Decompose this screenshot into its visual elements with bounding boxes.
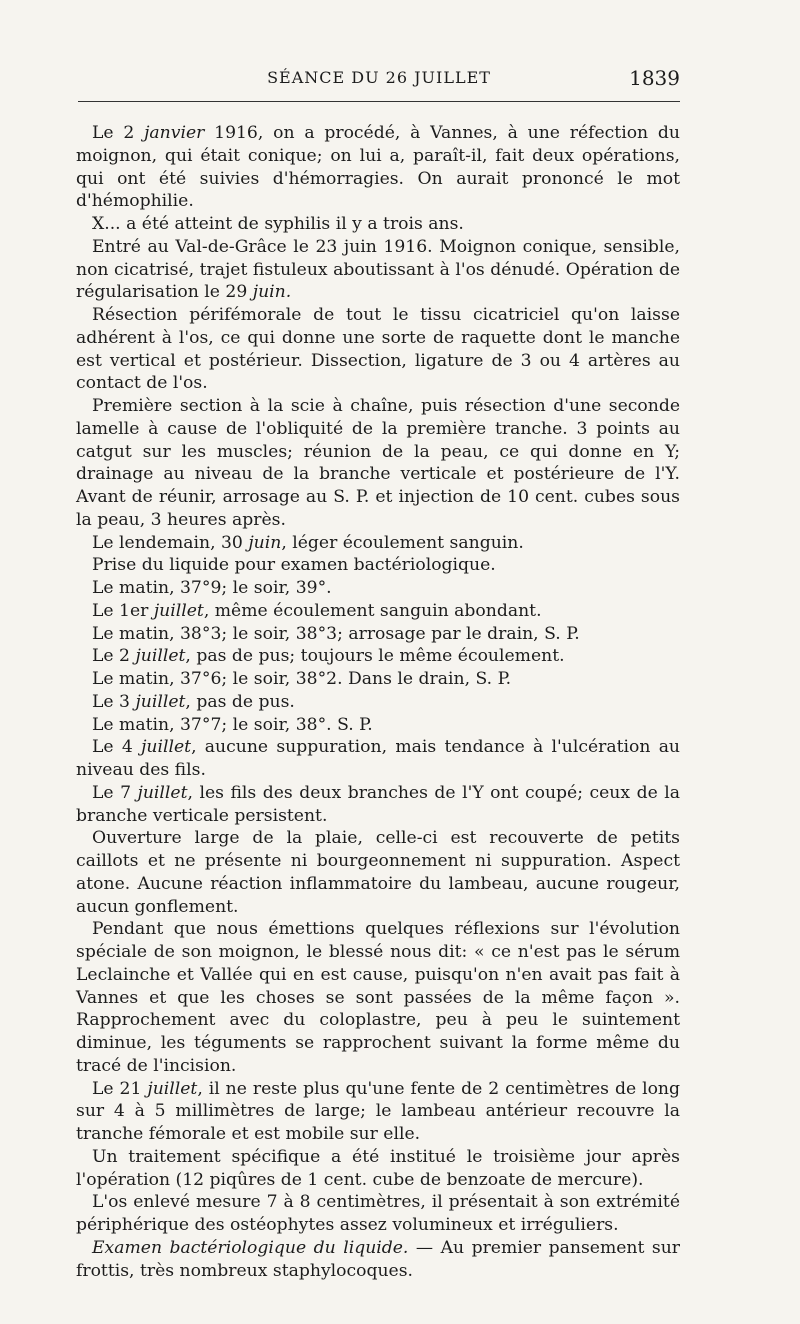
paragraph: Pendant que nous émettions quelques réflexions sur l'évolution spéciale de son moignon, le blessé nous dit: « ce n'est pas le sérum Leclainche et Vallée qui en est cause, puisqu'on n'en avait pas fait à Vannes et que les choses se sont passées de la même façon ». Rapprochement avec du coloplastre, peu à peu le suintement diminue, les téguments se rapprochent suivant la forme même du tracé de l'incision. [76, 919, 680, 1076]
running-title: SÉANCE DU 26 JUILLET [267, 68, 491, 87]
page-header [78, 58, 680, 98]
paragraph: Le 3 juillet, pas de pus. [92, 691, 295, 712]
header-rule [78, 101, 680, 102]
paragraph: Le lendemain, 30 juin, léger écoulement sanguin. [92, 532, 524, 553]
paragraph: Prise du liquide pour examen bactériologique. [92, 555, 496, 576]
paragraph: Résection périfémorale de tout le tissu cicatriciel qu'on laisse adhérent à l'os, ce qui donne une sorte de raquette dont le manche est vertical et postérieur. Dissection, ligature de 3 ou 4 artères au contact de l'os. [76, 305, 680, 394]
paragraph: Le 4 juillet, aucune suppuration, mais tendance à l'ulcération au niveau des fils. [76, 737, 681, 780]
paragraph: Ouverture large de la plaie, celle-ci est recouverte de petits caillots et ne présente ni bourgeonnement ni suppuration. Aspect atone. Aucune réaction inflammatoire du lambeau, aucune rougeur, aucun gonflement. [76, 828, 680, 917]
paragraph: Un traitement spécifique a été institué le troisième jour après l'opération (12 piqûres de 1 cent. cube de benzoate de mercure). [76, 1146, 680, 1190]
paragraph: Le 21 juillet, il ne reste plus qu'une fente de 2 centimètres de long sur 4 à 5 millimètres de large; le lambeau antérieur recouvre la tranche fémorale et est mobile sur elle. [76, 1078, 680, 1144]
page-number: 1839 [629, 66, 680, 90]
paragraph: Le matin, 37°6; le soir, 38°2. Dans le drain, S. P. [92, 669, 512, 689]
paragraph: Entré au Val-de-Grâce le 23 juin 1916. Moignon conique, sensible, non cicatrisé, trajet fistuleux aboutissant à l'os dénudé. Opération de régularisation le 29 juin. [76, 236, 680, 303]
paragraph: Le 2 janvier 1916, on a procédé, à Vannes, à une réfection du moignon, qui était conique; on lui a, paraît-il, fait deux opérations, qui ont été suivies d'hémorragies. On aurait prononcé le mot d'hémophilie. [76, 123, 680, 212]
paragraph: Le matin, 37°7; le soir, 38°. S. P. [92, 714, 373, 735]
paragraph: Le matin, 37°9; le soir, 39°. [92, 578, 332, 598]
paragraph: L'os enlevé mesure 7 à 8 centimètres, il présentait à son extrémité périphérique des ostéophytes assez volumineux et irréguliers. [76, 1192, 680, 1235]
paragraph: Le 7 juillet, les fils des deux branches de l'Y ont coupé; ceux de la branche verticale persistent. [76, 782, 680, 826]
paragraph: X... a été atteint de syphilis il y a trois ans. [92, 214, 464, 234]
paragraph: Examen bactériologique du liquide. — Au premier pansement sur frottis, très nombreux staphylocoques. [76, 1237, 681, 1281]
paragraph: Le 1er juillet, même écoulement sanguin abondant. [92, 600, 542, 621]
body-text [76, 122, 680, 1282]
paragraph: Première section à la scie à chaîne, puis résection d'une seconde lamelle à cause de l'obliquité de la première tranche. 3 points au catgut sur les muscles; réunion de la peau, ce qui donne en Y; drainage au niveau de la branche verticale et postérieure de l'Y. Avant de réunir, arrosage au S. P. et injection de 10 cent. cubes sous la peau, 3 heures après. [76, 396, 680, 530]
paragraph: Le 2 juillet, pas de pus; toujours le même écoulement. [92, 646, 565, 667]
paragraph: Le matin, 38°3; le soir, 38°3; arrosage par le drain, S. P. [92, 623, 580, 644]
